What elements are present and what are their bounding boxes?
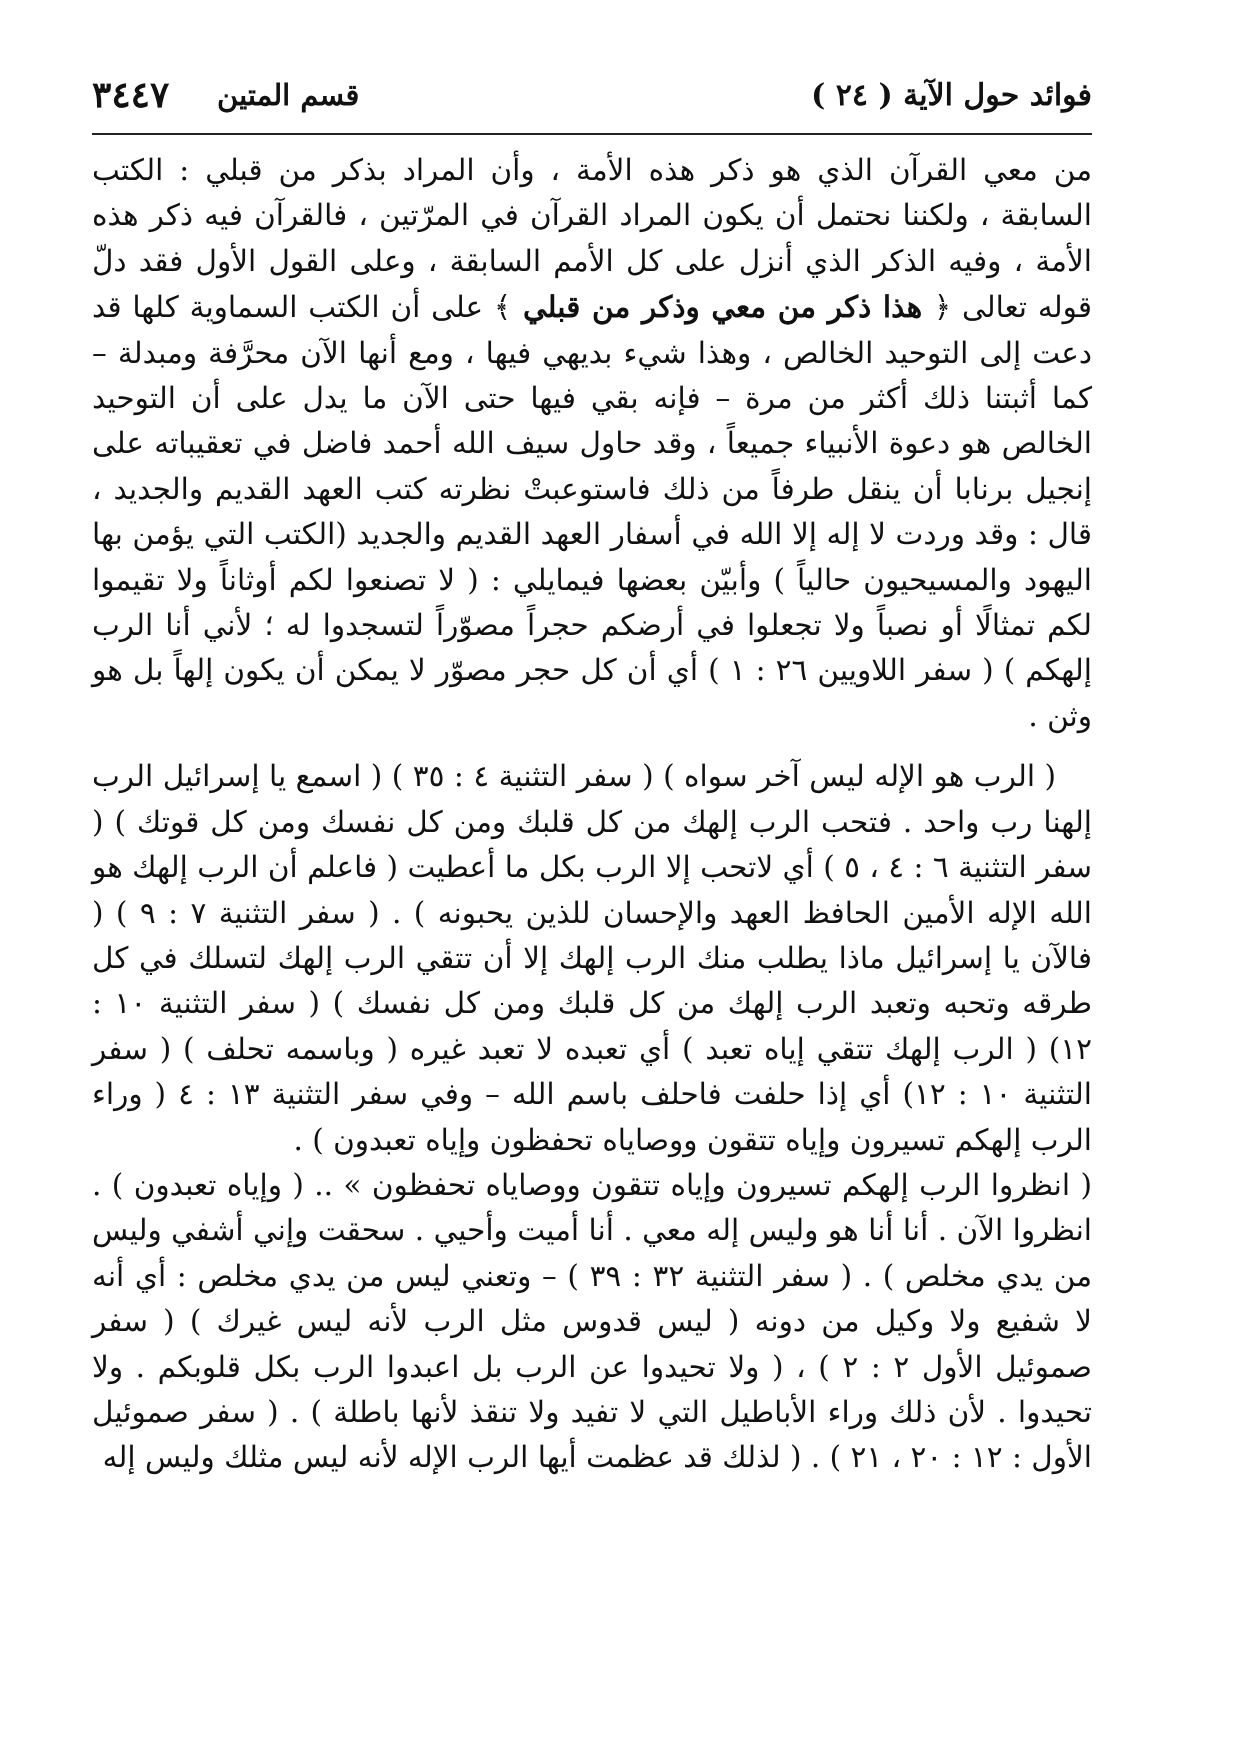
- paragraph-1: [92, 148, 1092, 739]
- header-divider: [92, 133, 1092, 135]
- paragraph-1-text-before-verse: من معي القرآن الذي هو ذكر هذه الأمة ، وأن المراد بذكر من قبلي : الكتب السابقة ، ولكننا نحتمل أن يكون المراد القرآن في المرّتين ، فالقرآن فيه ذكر هذه الأمة ، وفيه الذكر الذي أنزل على كل الأمم السابقة ، وعلى القول الأول فقد دلّ قوله تعالى ﴿: [92, 153, 1092, 325]
- paragraph-3: ( انظروا الرب إلهكم تسيرون وإياه تتقون ووصاياه تحفظون » .. ( وإياه تعبدون ) . انظروا الآن . أنا أنا هو وليس إله معي . أنا أميت وأحيي . سحقت وإني أشفي وليس من يدي مخلص ) . ( سفر التثنية ٣٢ : ٣٩ ) – وتعني ليس من يدي مخلص : أي أنه لا شفيع ولا وكيل من دونه ( ليس قدوس مثل الرب لأنه ليس غيرك ) ( سفر صموئيل الأول ٢ : ٢ ) ، ( ولا تحيدوا عن الرب بل اعبدوا الرب بكل قلوبكم . ولا تحيدوا . لأن ذلك وراء الأباطيل التي لا تفيد ولا تنقذ لأنها باطلة ) . ( سفر صموئيل الأول : ١٢ : ٢٠ ، ٢١ ) . ( لذلك قد عظمت أيها الرب الإله لأنه ليس مثلك وليس إله: [92, 1167, 1093, 1475]
- paragraph-2: ( الرب هو الإله ليس آخر سواه ) ( سفر التثنية ٤ : ٣٥ ) ( اسمع يا إسرائيل الرب إلهنا رب واحد . فتحب الرب إلهك من كل قلبك ومن كل نفسك ومن كل قوتك ) ( سفر التثنية ٦ : ٤ ، ٥ ) أي لاتحب إلا الرب بكل ما أعطيت ( فاعلم أن الرب إلهك هو الله الإله الأمين الحافظ العهد والإحسان للذين يحبونه ) . ( سفر التثنية ٧ : ٩ ) ( فالآن يا إسرائيل ماذا يطلب منك الرب إلهك إلا أن تتقي الرب إلهك لتسلك في كل طرقه وتحبه وتعبد الرب إلهك من كل قلبك ومن كل نفسك ) ( سفر التثنية ١٠ : ١٢) ( الرب إلهك تتقي إياه تعبد ) أي تعبده لا تعبد غيره ( وباسمه تحلف ) ( سفر التثنية ١٠ : ١٢) أي إذا حلفت فاحلف باسم الله – وفي سفر التثنية ١٣ : ٤ ( وراء الرب إلهكم تسيرون وإياه تتقون ووصاياه تحفظون وإياه تعبدون ) .: [92, 759, 1092, 1157]
- header-title: فوائد حول الآية ( ٢٤ ): [811, 78, 1092, 113]
- quran-verse: هذا ذكر من معي وذكر من قبلي: [511, 289, 934, 325]
- page-number: ٣٤٤٧: [92, 74, 170, 116]
- paragraph-1-text-after-verse: ﴾ على أن الكتب السماوية كلها قد دعت إلى التوحيد الخالص ، وهذا شيء بديهي فيها ، ومع أنها الآن محرَّفة ومبدلة – كما أثبتنا ذلك أكثر من مرة – فإنه بقي فيها حتى الآن ما يدل على أن التوحيد الخالص هو دعوة الأنبياء جميعاً ، وقد حاول سيف الله أحمد فاضل في تعقيباته على إنجيل برنابا أن ينقل طرفاً من ذلك فاستوعبتْ نظرته كتب العهد القديم والجديد ، قال : وقد وردت لا إله إلا الله في أسفار العهد القديم والجديد (الكتب التي يؤمن بها اليهود والمسيحيون حالياً ) وأبيّن بعضها فيمايلي : ( لا تصنعوا لكم أوثاناً ولا تقيموا لكم تمثالًا أو نصباً ولا تجعلوا في أرضكم حجراً مصوّراً لتسجدوا له ؛ لأني أنا الرب إلهكم ) ( سفر اللاويين ٢٦ : ١ ) أي أن كل حجر مصوّر لا يمكن أن يكون إلهاً بل هو وثن .: [92, 290, 1092, 733]
- page-body: [92, 148, 1092, 1481]
- header-section-name: قسم المتين: [217, 78, 360, 112]
- page-header: [92, 74, 1092, 128]
